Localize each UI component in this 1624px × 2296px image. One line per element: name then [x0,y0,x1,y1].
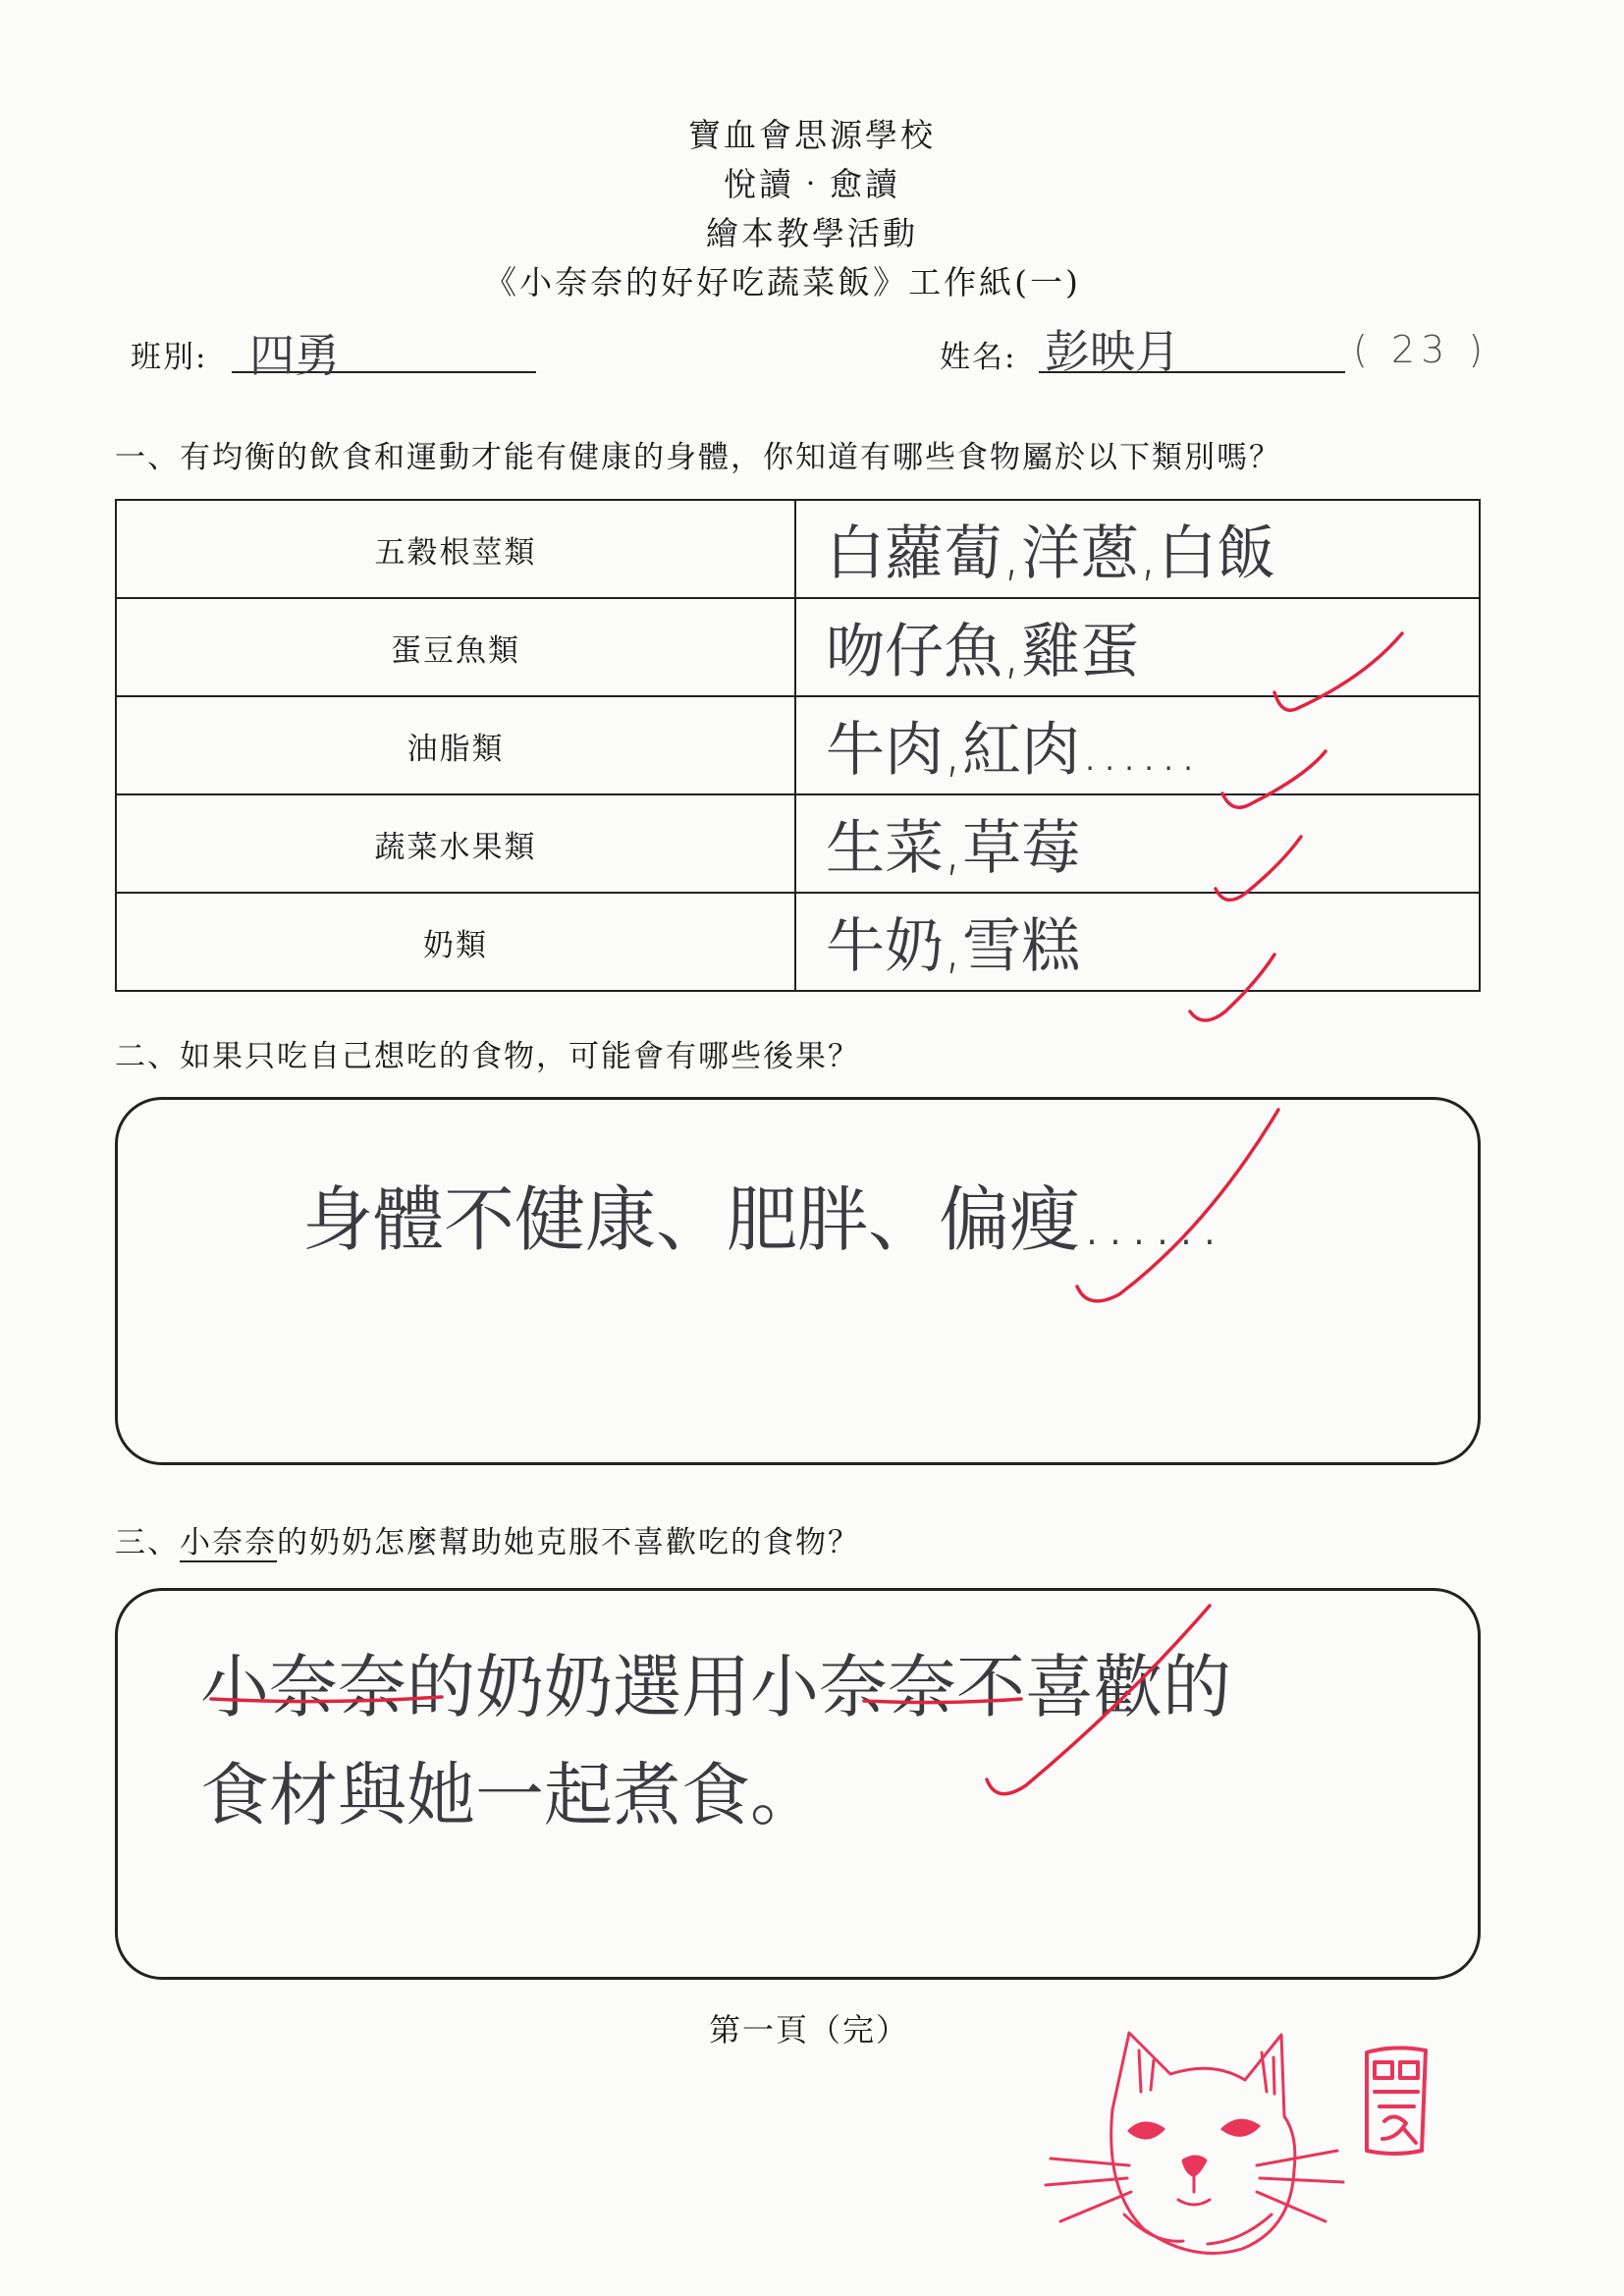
answer-2: 身體不健康、肥胖、偏瘦…… [302,1178,1222,1261]
question-3-underlined: 小奈奈 [180,1525,277,1560]
table-row [116,696,1480,794]
food-category: 奶類 [116,893,795,991]
table-row [116,794,1480,893]
food-answer[interactable]: 生菜,草莓 [795,794,1480,893]
food-answer[interactable]: 吻仔魚,雞蛋 [795,598,1480,696]
answer-3-line-2: 食材與她一起煮食。 [200,1755,819,1835]
activity-title: 繪本教學活動 [706,214,918,252]
food-category: 五穀根莖類 [116,500,795,598]
school-name: 寶血會思源學校 [688,116,936,154]
cat-stamp-icon [1046,2033,1343,2254]
name-label: 姓名: [940,340,1017,375]
food-category: 蛋豆魚類 [116,598,795,696]
food-category: 油脂類 [116,696,795,794]
question-3-rest: 的奶奶怎麼幫助她克服不喜歡吃的食物？ [277,1525,860,1560]
table-row [116,598,1480,696]
page-number: 第一頁（完） [709,2011,910,2049]
food-groups-table [115,499,1481,992]
question-2: 二、如果只吃自己想吃的食物，可能會有哪些後果？ [115,1039,860,1074]
class-field[interactable] [232,320,536,382]
subtitle: 悅讀‧愈讀 [724,165,900,203]
class-label: 班別: [131,340,208,375]
food-category: 蔬菜水果類 [116,794,795,893]
answer-box-3[interactable] [115,1588,1481,1980]
question-3-prefix: 三、 [115,1525,180,1560]
food-answer[interactable]: 牛奶,雪糕 [795,893,1480,991]
table-row [116,500,1480,598]
name-value: 彭映月 [1045,325,1180,378]
table-row [116,893,1480,991]
question-1: 一、有均衡的飲食和運動才能有健康的身體，你知道有哪些食物屬於以下類別嗎？ [115,440,1281,475]
answer-box-2[interactable] [115,1097,1481,1465]
class-value: 四勇 [249,329,340,382]
name-field[interactable] [1039,316,1345,378]
answer-3-line-1: 小奈奈的奶奶選用小奈奈不喜歡的 [200,1647,1231,1727]
food-answer[interactable]: 白蘿蔔,洋蔥,白飯 [795,500,1480,598]
worksheet-title: 《小奈奈的好好吃蔬菜飯》工作紙(一) [484,263,1081,301]
student-number: ( 23 ) [1353,328,1489,371]
question-3 [115,1517,860,1561]
approval-stamp [1367,2048,1426,2154]
food-answer[interactable]: 牛肉,紅肉…… [795,696,1480,794]
